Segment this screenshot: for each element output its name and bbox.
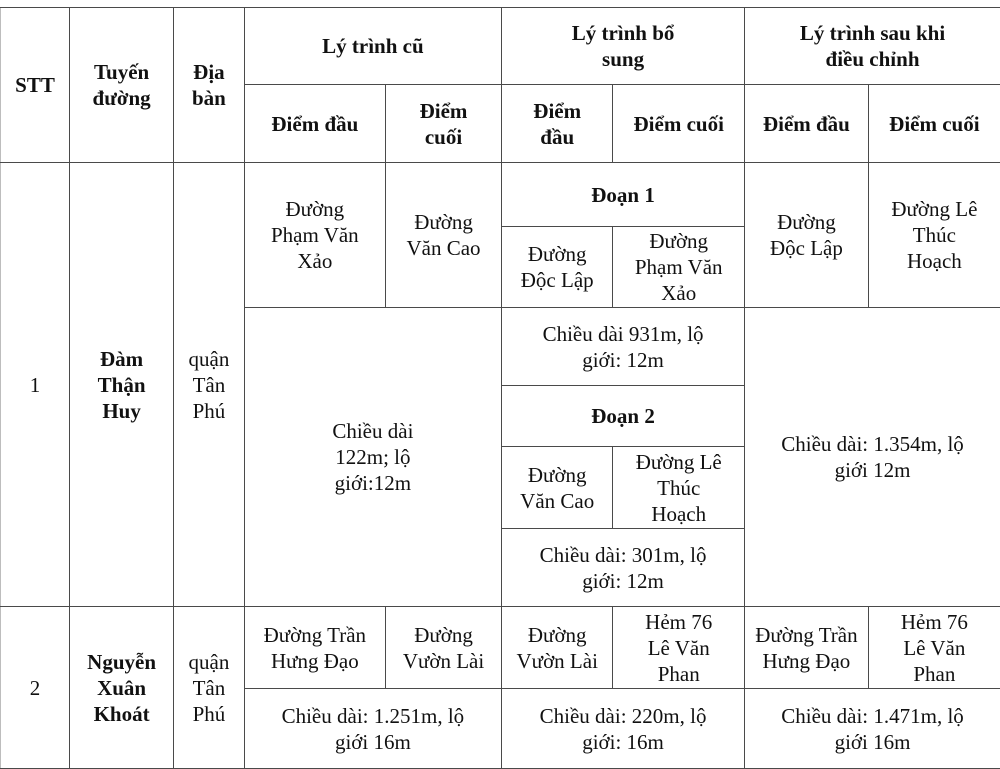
row2-tuyen-duong: Nguyễn Xuân Khoát bbox=[70, 607, 174, 769]
row2-dc-diem-cuoi: Hẻm 76 Lê Văn Phan bbox=[868, 607, 1000, 689]
row2-bs-diem-dau: Đường Vườn Lài bbox=[502, 607, 613, 689]
header-ly-trinh-bo-sung: Lý trình bổ sung bbox=[502, 8, 745, 85]
header-stt: STT bbox=[1, 8, 70, 163]
row2-stt: 2 bbox=[1, 607, 70, 769]
row2-bs-mo-ta: Chiều dài: 220m, lộ giới: 16m bbox=[502, 689, 745, 769]
header-ly-trinh-cu: Lý trình cũ bbox=[244, 8, 501, 85]
row2-dia-ban: quận Tân Phú bbox=[174, 607, 245, 769]
row2-cu-diem-dau: Đường Trần Hưng Đạo bbox=[244, 607, 385, 689]
row1-doan1-diem-cuoi: Đường Phạm Văn Xảo bbox=[613, 227, 745, 308]
header-cu-diem-cuoi: Điểm cuối bbox=[385, 85, 501, 163]
row1-tuyen-duong: Đàm Thận Huy bbox=[70, 163, 174, 607]
row1-dc-diem-cuoi: Đường Lê Thúc Hoạch bbox=[868, 163, 1000, 308]
row2-dc-diem-dau: Đường Trần Hưng Đạo bbox=[745, 607, 869, 689]
header-dc-diem-cuoi: Điểm cuối bbox=[868, 85, 1000, 163]
row1-dc-diem-dau: Đường Độc Lập bbox=[745, 163, 869, 308]
header-row-1 bbox=[1, 8, 1000, 85]
header-tuyen-duong: Tuyến đường bbox=[70, 8, 174, 163]
table-row bbox=[1, 607, 1000, 689]
row1-doan2-diem-dau: Đường Văn Cao bbox=[502, 447, 613, 529]
row1-doan2-mo-ta: Chiều dài: 301m, lộ giới: 12m bbox=[502, 529, 745, 607]
header-bs-diem-cuoi: Điểm cuối bbox=[613, 85, 745, 163]
row1-dia-ban: quận Tân Phú bbox=[174, 163, 245, 607]
row1-stt: 1 bbox=[1, 163, 70, 607]
header-dc-diem-dau: Điểm đầu bbox=[745, 85, 869, 163]
row1-doan1-mo-ta: Chiều dài 931m, lộ giới: 12m bbox=[502, 308, 745, 386]
header-cu-diem-dau: Điểm đầu bbox=[244, 85, 385, 163]
row1-doan1-diem-dau: Đường Độc Lập bbox=[502, 227, 613, 308]
row1-dc-mo-ta: Chiều dài: 1.354m, lộ giới 12m bbox=[745, 308, 1000, 607]
row1-doan1-label: Đoạn 1 bbox=[502, 163, 745, 227]
road-adjustment-table-container bbox=[0, 7, 1000, 769]
row1-doan2-diem-cuoi: Đường Lê Thúc Hoạch bbox=[613, 447, 745, 529]
road-adjustment-table bbox=[0, 7, 1000, 769]
row2-cu-mo-ta: Chiều dài: 1.251m, lộ giới 16m bbox=[244, 689, 501, 769]
row1-cu-mo-ta: Chiều dài 122m; lộ giới:12m bbox=[244, 308, 501, 607]
header-ly-trinh-sau-dieu-chinh: Lý trình sau khi điều chỉnh bbox=[745, 8, 1000, 85]
row1-cu-diem-dau: Đường Phạm Văn Xảo bbox=[244, 163, 385, 308]
row2-dc-mo-ta: Chiều dài: 1.471m, lộ giới 16m bbox=[745, 689, 1000, 769]
row2-cu-diem-cuoi: Đường Vườn Lài bbox=[385, 607, 501, 689]
row1-cu-diem-cuoi: Đường Văn Cao bbox=[385, 163, 501, 308]
table-row bbox=[1, 163, 1000, 227]
header-bs-diem-dau: Điểm đầu bbox=[502, 85, 613, 163]
header-dia-ban: Địa bàn bbox=[174, 8, 245, 163]
row1-doan2-label: Đoạn 2 bbox=[502, 386, 745, 447]
row2-bs-diem-cuoi: Hẻm 76 Lê Văn Phan bbox=[613, 607, 745, 689]
